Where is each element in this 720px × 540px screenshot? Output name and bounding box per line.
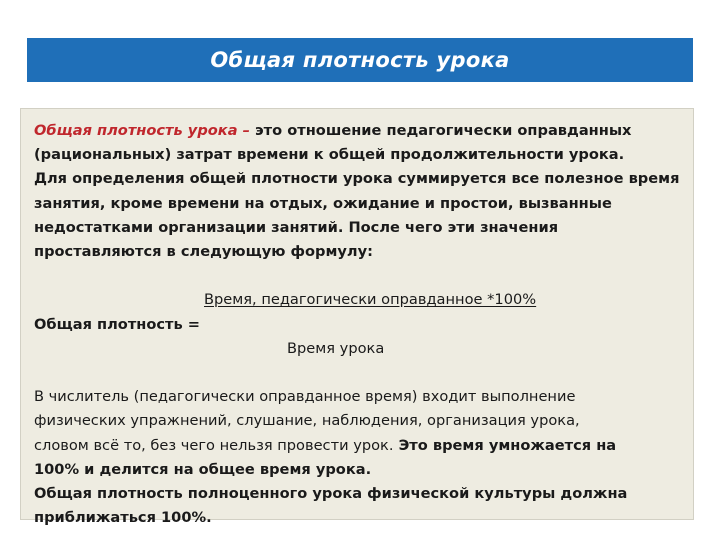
paragraph2-line-5: Общая плотность полноценного урока физической культуры должна xyxy=(34,485,628,503)
paragraph2-line-3 xyxy=(34,434,683,458)
paragraph1-line-2: занятия, кроме времени на отдых, ожидание и простои, вызванные xyxy=(34,194,612,212)
definition-line-2: (рациональных) затрат времени к общей продолжительности урока. xyxy=(34,146,625,164)
spacer xyxy=(34,264,683,288)
paragraph1-line-4: проставляются в следующую формулу: xyxy=(34,243,373,261)
paragraph1-line-1: Для определения общей плотности урока суммируется все полезное время xyxy=(34,170,680,188)
paragraph2-line-3-bold: Это время умножается на xyxy=(393,436,617,454)
definition-line-1 xyxy=(34,119,683,143)
page-title: Общая плотность урока xyxy=(210,48,510,72)
formula-denominator: Время урока xyxy=(287,339,385,357)
definition-term: Общая плотность урока – xyxy=(34,122,250,139)
formula-numerator: Время, педагогически оправданное *100% xyxy=(204,291,537,309)
spacer xyxy=(34,361,683,385)
paragraph2-line-3-normal: словом всё то, без чего нельзя провести урок. xyxy=(34,436,394,454)
content-panel xyxy=(20,108,694,527)
formula-numerator-line xyxy=(34,288,683,312)
paragraph1-line-3: недостатками организации занятий. После чего эти значения xyxy=(34,218,559,236)
paragraph2-line-6: приближаться 100%. xyxy=(34,509,212,527)
paragraph2-line-1: В числитель (педагогически оправданное время) входит выполнение xyxy=(34,388,576,406)
paragraph2-line-2: физических упражнений, слушание, наблюдения, организация урока, xyxy=(34,412,580,430)
paragraph2-line-4: 100% и делится на общее время урока. xyxy=(34,460,372,478)
formula-lhs: Общая плотность = xyxy=(34,315,201,333)
definition-text: это отношение педагогически оправданных xyxy=(249,122,632,139)
title-banner xyxy=(27,38,693,82)
